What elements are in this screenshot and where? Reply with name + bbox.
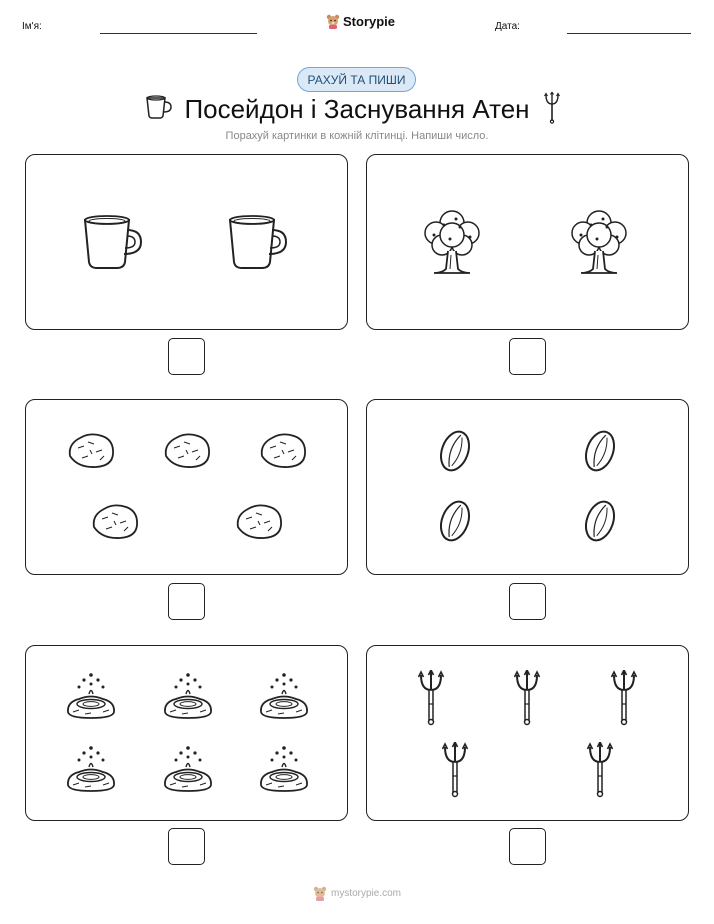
rock-icon (90, 501, 140, 541)
answer-box[interactable] (168, 338, 205, 375)
answer-box[interactable] (509, 583, 546, 620)
footer (0, 886, 714, 901)
name-label: Ім'я: (22, 21, 42, 32)
trident-icon (513, 670, 541, 726)
page-title: Посейдон і Заснування Атен (184, 94, 530, 124)
brand-logo (326, 14, 395, 29)
rock-icon (234, 501, 284, 541)
date-label: Дата: (495, 21, 520, 32)
trident-icon (543, 92, 561, 124)
spring-icon (162, 745, 214, 793)
date-field[interactable] (567, 33, 691, 34)
trident-icon (610, 670, 638, 726)
trident-icon (586, 742, 614, 798)
olive-icon (437, 428, 473, 474)
trident-icon (441, 742, 469, 798)
spring-icon (258, 745, 310, 793)
spring-icon (65, 672, 117, 720)
spring-icon (65, 745, 117, 793)
cup-icon (81, 212, 143, 272)
rock-icon (66, 430, 116, 470)
count-card-rocks (25, 399, 348, 575)
brand-name: Storypie (343, 14, 396, 29)
olive-tree-icon (420, 207, 484, 277)
count-card-tridents (366, 645, 689, 821)
bear-logo-icon (313, 886, 327, 901)
answer-box[interactable] (168, 828, 205, 865)
count-card-olive-trees (366, 154, 689, 330)
rock-icon (258, 430, 308, 470)
bear-logo-icon (326, 14, 340, 29)
cup-icon (226, 212, 288, 272)
count-card-cups (25, 154, 348, 330)
olive-icon (582, 428, 618, 474)
olive-icon (582, 498, 618, 544)
count-card-olives (366, 399, 689, 575)
answer-box[interactable] (509, 828, 546, 865)
answer-box[interactable] (168, 583, 205, 620)
rock-icon (162, 430, 212, 470)
spring-icon (162, 672, 214, 720)
count-card-springs (25, 645, 348, 821)
footer-url[interactable]: mystorypie.com (330, 888, 401, 899)
trident-icon (417, 670, 445, 726)
spring-icon (258, 672, 310, 720)
name-field[interactable] (100, 33, 257, 34)
instructions: Порахуй картинки в кожній клітинці. Напиши число. (225, 130, 489, 142)
olive-icon (437, 498, 473, 544)
activity-badge: РАХУЙ ТА ПИШИ (297, 67, 416, 92)
answer-box[interactable] (509, 338, 546, 375)
olive-tree-icon (567, 207, 631, 277)
